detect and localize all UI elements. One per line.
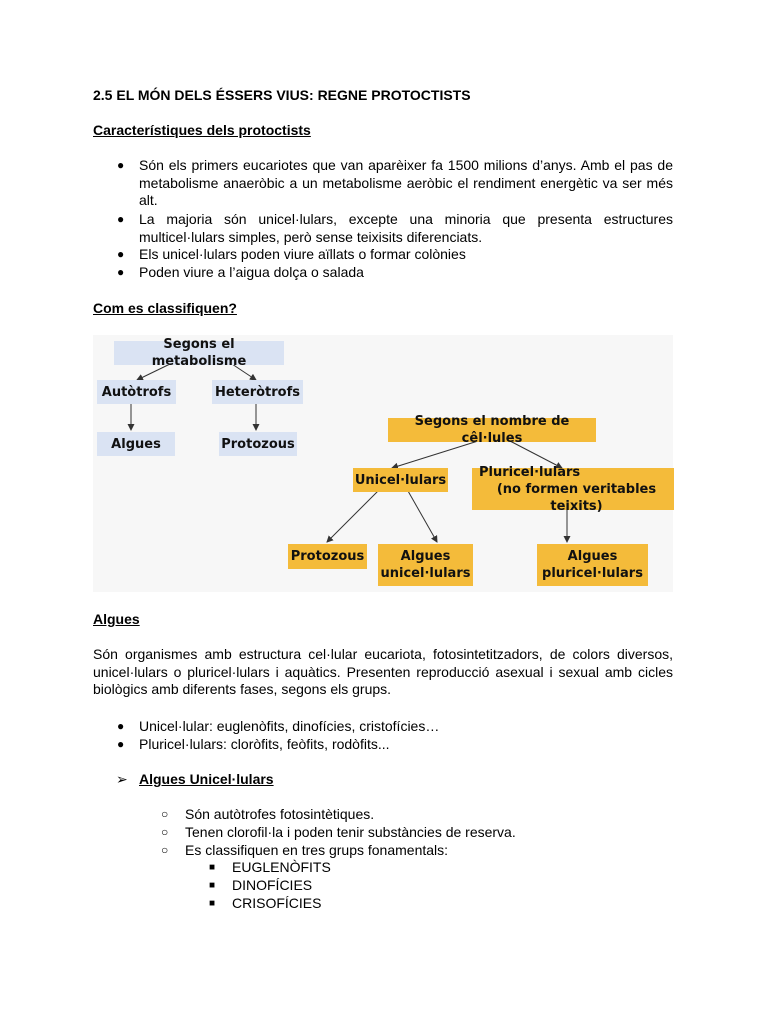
square-bullet-icon: ■ <box>209 880 216 891</box>
box-protozoa-unicellular: Protozous <box>288 544 367 569</box>
bullet-icon: ● <box>117 719 125 733</box>
circle-bullet-icon: ○ <box>161 807 169 821</box>
list-item: Pluricel·lulars: cloròfits, feòfits, rodòfits... <box>139 736 390 752</box>
arrow-unicellular-protozoa <box>327 491 378 542</box>
box-unicellular-algae <box>378 544 473 586</box>
box-protozoa: Protozous <box>219 432 297 456</box>
bullet-icon: ● <box>117 158 125 172</box>
list-item: Es classifiquen en tres grups fonamentals: <box>185 842 449 858</box>
list-item: Els unicel·lulars poden viure aïllats o formar colònies <box>139 246 466 262</box>
list-item: Unicel·lular: euglenòfits, dinofícies, cristofícies… <box>139 718 440 734</box>
box-by-metabolism: Segons el metabolisme <box>114 341 284 365</box>
box-by-cell-count: Segons el nombre de cêl·lules <box>388 418 596 442</box>
unicellular-algae-heading: Algues Unicel·lulars <box>139 771 274 787</box>
box-pluricellular-line1: Pluricel·lulars <box>479 464 581 480</box>
characteristics-heading: Característiques dels protoctists <box>93 122 311 138</box>
list-item: Tenen clorofil·la i poden tenir substàncies de reserva. <box>185 824 516 840</box>
bullet-icon: ● <box>117 212 125 226</box>
circle-bullet-icon: ○ <box>161 843 169 857</box>
box-pluricellular-algae <box>537 544 648 586</box>
box-algae: Algues <box>97 432 175 456</box>
box-pluricellular-line2: (no formen veritables teixits) <box>496 481 657 514</box>
box-autotrophs: Autòtrofs <box>97 380 176 404</box>
list-item: Són autòtrofes fotosintètiques. <box>185 806 375 822</box>
box-unicellular-algae-line1: Algues <box>400 549 451 564</box>
arrow-unicellular-algae <box>408 491 437 542</box>
box-pluricellular <box>472 464 674 514</box>
bullet-icon: ● <box>117 247 125 261</box>
square-bullet-icon: ■ <box>209 862 216 873</box>
list-item: Són els primers eucariotes que van aparèixer fa 1500 milions d’anys. Amb el pas de metabolisme anaeròbic a un metabolisme aeròbic el rendiment energètic va ser més alt. <box>139 157 673 208</box>
bullet-icon: ● <box>117 737 125 751</box>
box-unicellular: Unicel·lulars <box>353 468 448 492</box>
box-pluricellular-algae-line1: Algues <box>567 549 618 564</box>
bullet-icon: ● <box>117 265 125 279</box>
square-bullet-icon: ■ <box>209 898 216 909</box>
circle-bullet-icon: ○ <box>161 825 169 839</box>
arrow-bullet-icon: ➢ <box>116 771 128 787</box>
box-pluricellular-algae-line2: pluricel·lulars <box>542 566 643 581</box>
page-title: 2.5 EL MÓN DELS ÉSSERS VIUS: REGNE PROTOCTISTS <box>93 87 471 103</box>
list-item: La majoria són unicel·lulars, excepte una minoria que presenta estructures multicel·lulars simples, però sense teixisits diferenciats. <box>139 211 673 245</box>
algae-paragraph: Són organismes amb estructura cel·lular eucariota, fotosintetitzadors, de colors diversos, unicel·lulars o pluricel·lulars i aquàtics. Presenten reproducció asexual i sexual amb cicles biològics amb diferents fases, segons els grups. <box>93 646 673 697</box>
classification-heading: Com es classifiquen? <box>93 300 237 316</box>
list-item: CRISOFÍCIES <box>232 895 322 911</box>
box-heterotrophs: Heteròtrofs <box>212 380 303 404</box>
list-item: DINOFÍCIES <box>232 877 313 893</box>
list-item: Poden viure a l’aigua dolça o salada <box>139 264 364 280</box>
list-item: EUGLENÒFITS <box>232 859 331 875</box>
box-unicellular-algae-line2: unicel·lulars <box>380 566 471 581</box>
algae-heading: Algues <box>93 611 140 627</box>
